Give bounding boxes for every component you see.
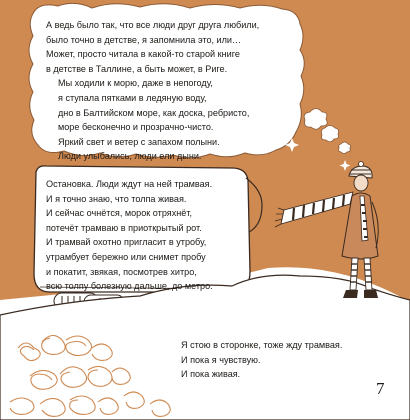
page-number: 7 (376, 379, 385, 398)
poem-line: было точно в детстве, я запомнила это, или… (46, 34, 242, 45)
poem-stanza-bottom (181, 338, 342, 382)
poem-line: утрамбует бережно или снимет пробу (46, 251, 206, 262)
poem-line: Люди улыбались, люди ели дыни. (58, 151, 202, 162)
poem-line: И сейчас очнётся, морок отряхнёт, (46, 208, 193, 219)
poem-line: Я стою в сторонке, тоже жду трамвая. (181, 340, 343, 350)
poem-line: А ведь было так, что все люди друг друга любили, (46, 20, 260, 30)
poem-line: Яркий свет и ветер с запахом полыни. (58, 136, 220, 147)
poem-line: И пока живая. (181, 369, 241, 380)
poem-stanza-top (46, 18, 259, 164)
poem-line: Мы ходили к морю, даже в непогоду, (58, 78, 213, 89)
poem-line: Остановка. Люди ждут на ней трамвая. (46, 179, 213, 189)
poem-line: И трамвай охотно пригласит в утробу, (46, 237, 207, 248)
poem-line: И пока я чувствую. (181, 354, 261, 365)
poem-line: Может, просто читала в какой-то старой книге (46, 49, 240, 60)
poem-line: я ступала пятками в ледяную воду, (58, 92, 207, 103)
poem-stanza-tram (46, 177, 213, 294)
poem-line: дно в Балтийском море, как доска, ребристо, (58, 107, 250, 118)
poem-line: потечёт трамваю в приоткрытый рот. (46, 222, 202, 233)
poem-line: И я точно знаю, что толпа живая. (46, 193, 187, 204)
poem-line: море бесконечно и прозрачно-чисто. (58, 122, 214, 133)
poem-line: всю толпу болезную дальше, до метро. (46, 281, 213, 292)
poem-line: и покатит, звякая, посмотрев хитро, (46, 266, 197, 277)
poem-line: в детстве в Таллине, а быть может, в Риге. (46, 63, 228, 74)
